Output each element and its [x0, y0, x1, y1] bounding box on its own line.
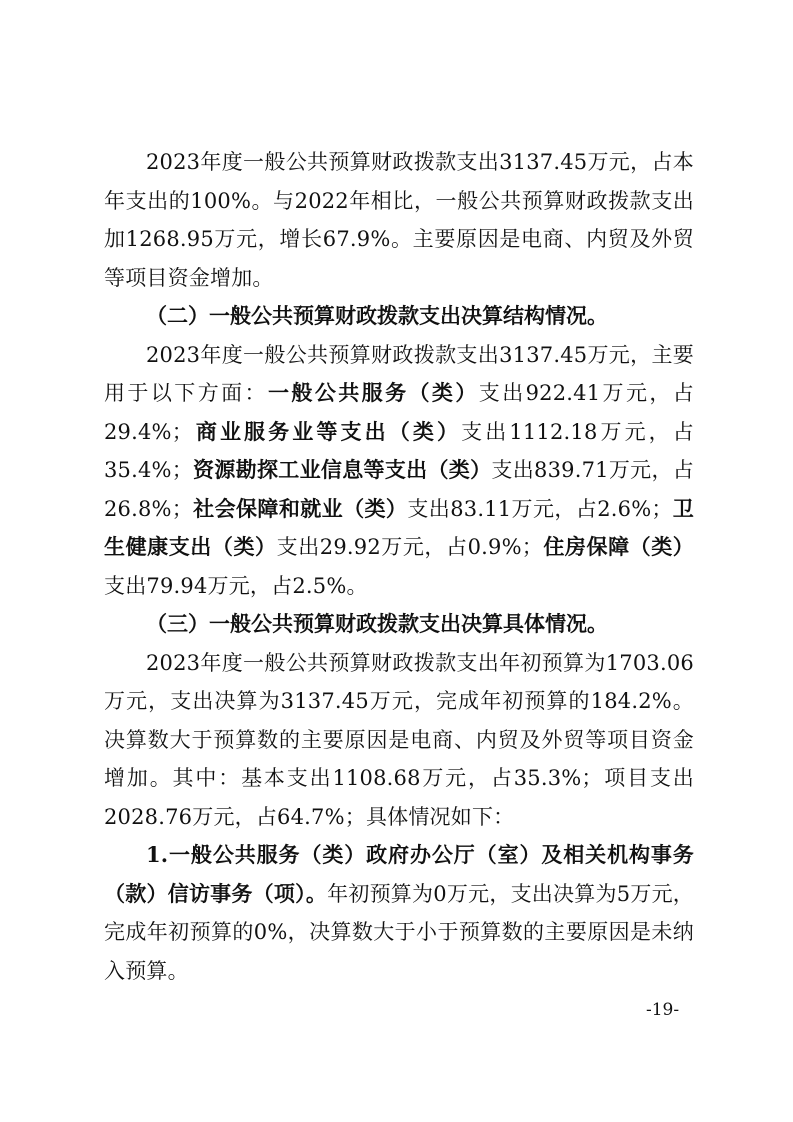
item-label-petition-affairs: 1.一般公共服务（类）政府办公厅（室）及相关机构事务（款）信访事务（项）。 — [104, 842, 694, 906]
section-heading-structure: （二）一般公共预算财政拨款支出决算结构情况。 — [146, 303, 608, 328]
category-label-commerce-services: 商业服务业等支出（类） — [192, 418, 462, 444]
paragraph-item-petition-affairs — [104, 836, 694, 990]
paragraph-budget-total: 2023年度一般公共预算财政拨款支出3137.45万元，占本年支出的100%。与2022年相比，一般公共预算财政拨款支出加1268.95万元，增长67.9%。主要原因是电商、内贸及外贸等项目资金增加。 — [104, 150, 694, 290]
structure-intro: 2023年度一般公共预算财政拨款支出3137.45万元，主要用于以下方面： — [104, 342, 694, 405]
paragraph-structure — [104, 336, 694, 606]
category-text-health: 支出29.92万元，占0.9%； — [276, 535, 543, 559]
paragraph-details: 2023年度一般公共预算财政拨款支出年初预算为1703.06万元，支出决算为3137.45万元，完成年初预算的184.2%。决算数大于预算数的主要原因是电商、内贸及外贸等项目资金增加。其中：基本支出1108.68万元，占35.3%；项目支出2028.76万元，占64.7%；具体情况如下： — [104, 650, 694, 829]
category-text-social-security: 支出83.11万元，占2.6%； — [407, 496, 673, 521]
document-body — [104, 143, 694, 990]
category-label-housing: 住房保障（类） — [542, 534, 694, 559]
section-heading-details: （三）一般公共预算财政拨款支出决算具体情况。 — [146, 611, 608, 636]
category-label-general-public-services: 一般公共服务（类） — [267, 380, 479, 405]
category-label-resource-exploration: 资源勘探工业信息等支出（类） — [192, 457, 492, 482]
category-text-general-public-services: 支出922.41万元，占29.4%； — [104, 381, 694, 444]
category-text-resource-exploration: 支出839.71万元，占26.8%； — [104, 458, 694, 521]
category-text-commerce-services: 支出1112.18万元，占35.4%； — [104, 419, 694, 482]
page-number: -19- — [646, 1000, 680, 1020]
category-label-health: 卫生健康支出（类） — [104, 495, 694, 559]
category-text-housing: 支出79.94万元，占2.5%。 — [104, 573, 368, 598]
item-text-petition-affairs: 年初预算为0万元，支出决算为5万元，完成年初预算的0%，决算数大于小于预算数的主要原因是未纳入预算。 — [104, 881, 695, 983]
category-label-social-security: 社会保障和就业（类） — [192, 495, 408, 521]
